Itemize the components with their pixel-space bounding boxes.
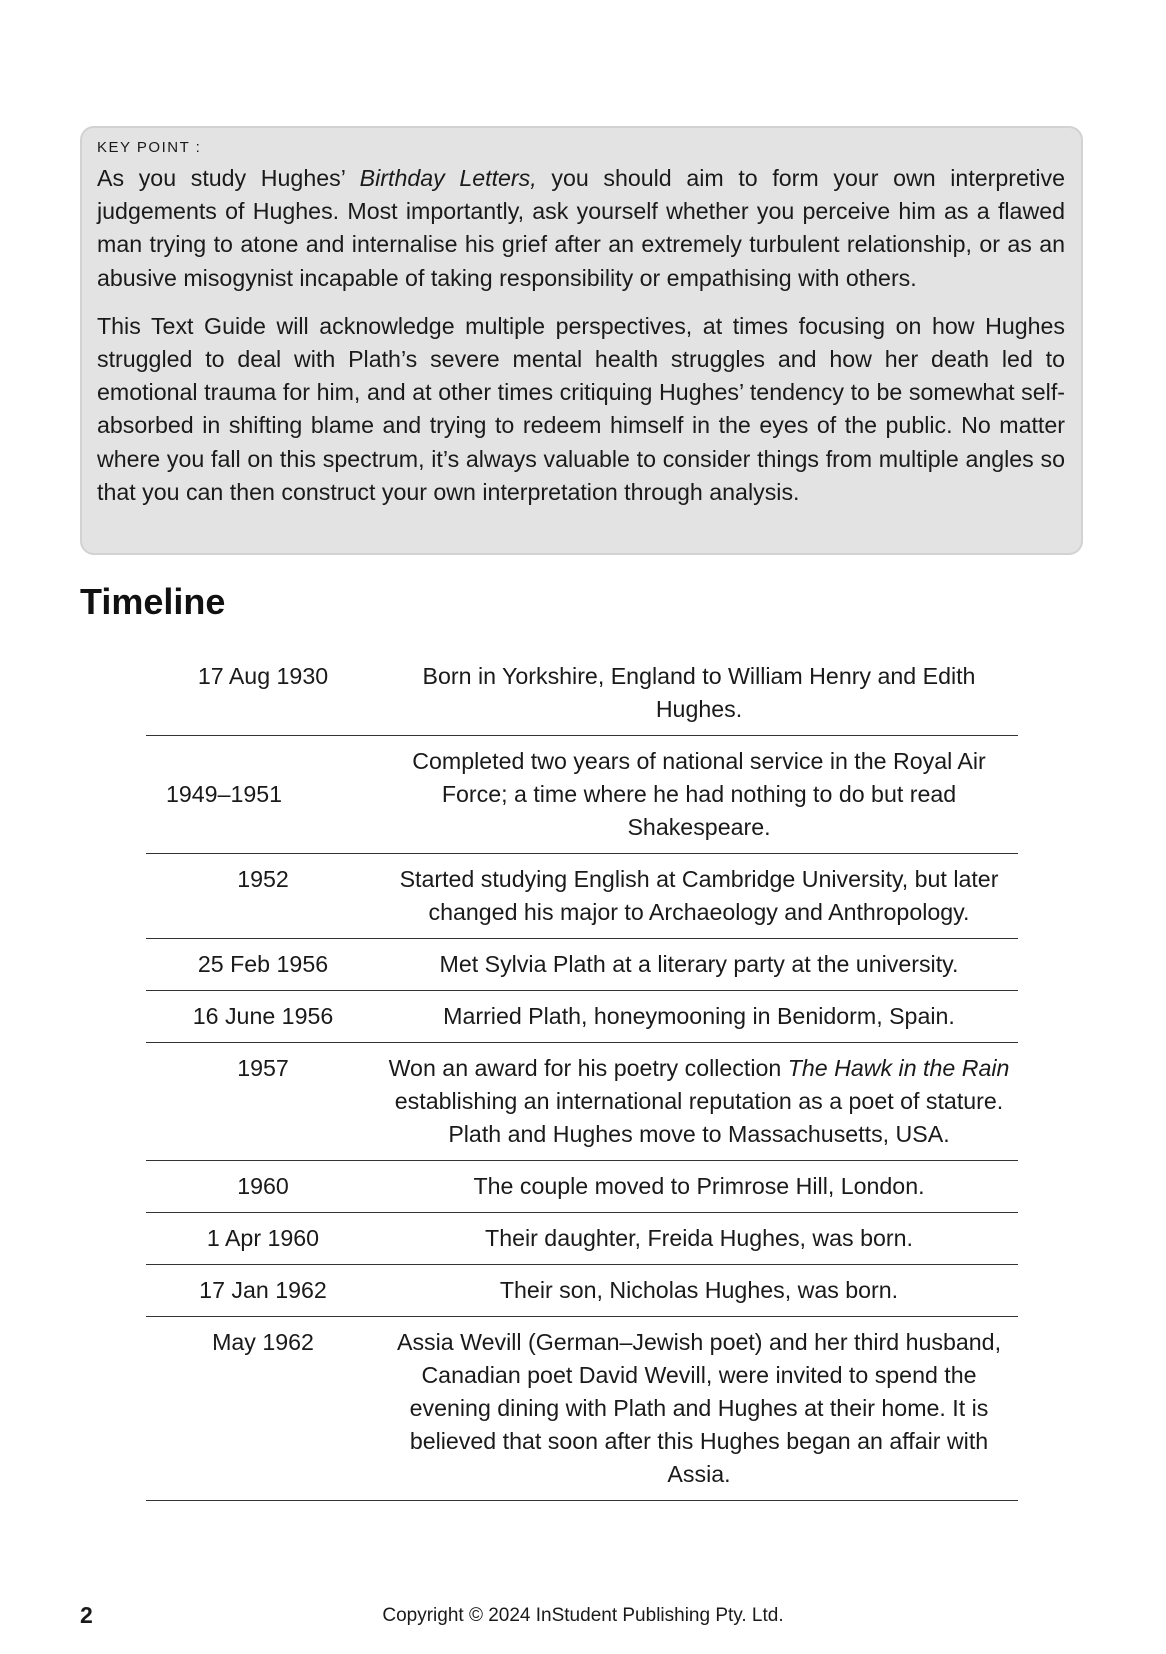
timeline-event: Completed two years of national service in the Royal Air Force; a time where he had nothing to do but read Shakespeare.: [412, 748, 986, 840]
timeline-date: 17 Aug 1930: [197, 663, 329, 689]
timeline-date: 1952: [237, 866, 289, 892]
timeline-event: Their son, Nicholas Hughes, was born.: [499, 1277, 899, 1303]
timeline-date: May 1962: [212, 1329, 314, 1355]
event-text-end: establishing an international reputation as a poet of stature. Plath and Hughes move to Massachusetts, USA.: [394, 1088, 1004, 1147]
event-text-start: Won an award for his poetry collection: [388, 1055, 788, 1081]
key-point-paragraph-1: [97, 162, 1065, 295]
table-row: [146, 660, 1018, 736]
key-point-text-end: you should aim to form your own interpretive judgements of Hughes. Most importantly, ask yourself whether you perceive him as a flawed man trying to atone and internalise his grief after an extremely turbulent relationship, or as an abusive misogynist incapable of taking responsibility or empathising with others.: [97, 165, 1065, 291]
table-row: [146, 991, 1018, 1043]
timeline-event: [380, 1043, 1018, 1161]
copyright-notice: Copyright © 2024 InStudent Publishing Pty. Ltd.: [382, 1605, 784, 1626]
timeline-event: The couple moved to Primrose Hill, London.: [473, 1173, 925, 1199]
key-point-box: [80, 126, 1083, 555]
timeline-event: Started studying English at Cambridge University, but later changed his major to Archaeology and Anthropology.: [399, 866, 999, 925]
book-title: Birthday Letters,: [359, 165, 537, 191]
key-point-label: KEY POINT :: [97, 139, 202, 156]
table-row: [146, 1213, 1018, 1265]
table-row: [146, 854, 1018, 939]
page-number: 2: [80, 1602, 93, 1628]
timeline-date: 1949–1951: [166, 781, 283, 807]
timeline-event: Their daughter, Freida Hughes, was born.: [485, 1225, 913, 1251]
timeline-table: [146, 660, 1018, 1501]
timeline-event: Born in Yorkshire, England to William Henry and Edith Hughes.: [422, 663, 976, 722]
timeline-event: Met Sylvia Plath at a literary party at the university.: [439, 951, 959, 977]
timeline-date: 25 Feb 1956: [197, 951, 329, 977]
timeline-date: 1 Apr 1960: [206, 1225, 320, 1251]
timeline-date: 17 Jan 1962: [199, 1277, 327, 1303]
key-point-paragraph-2: This Text Guide will acknowledge multiple perspectives, at times focusing on how Hughes struggled to deal with Plath’s severe mental health struggles and how her death led to emotional trauma for him, and at other times critiquing Hughes’ tendency to be somewhat self-absorbed in shifting blame and trying to redeem himself in the eyes of the public. No matter where you fall on this spectrum, it’s always valuable to consider things from multiple angles so that you can then construct your own interpretation through analysis.: [97, 312, 1065, 505]
table-row: [146, 1317, 1018, 1501]
table-row: [146, 1161, 1018, 1213]
section-title: Timeline: [80, 581, 226, 622]
table-row: [146, 1265, 1018, 1317]
table-row: [146, 736, 1018, 854]
table-row: [146, 939, 1018, 991]
timeline-event: Assia Wevill (German–Jewish poet) and her third husband, Canadian poet David Wevill, were invited to spend the evening dining with Plath and Hughes at their home. It is believed that soon after this Hughes began an affair with Assia.: [396, 1329, 1002, 1487]
key-point-text-start: As you study Hughes’: [97, 165, 360, 191]
poetry-collection-title: The Hawk in the Rain: [787, 1055, 1010, 1081]
timeline-event: Married Plath, honeymooning in Benidorm, Spain.: [443, 1003, 955, 1029]
timeline-date: 16 June 1956: [192, 1003, 334, 1029]
timeline-date: 1957: [237, 1055, 289, 1081]
table-row: [146, 1043, 1018, 1161]
timeline-date: 1960: [237, 1173, 289, 1199]
